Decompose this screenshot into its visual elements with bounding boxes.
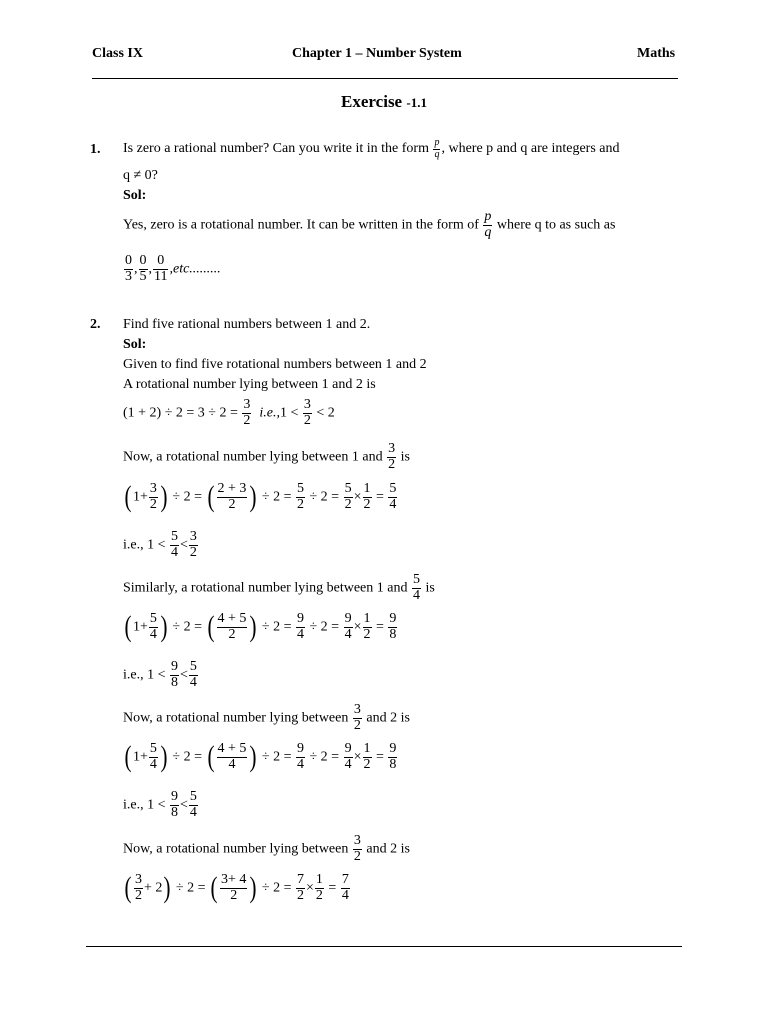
inequality-9-8: i.e., 1 < $\frac{9}{8}$ < $\frac{5}{4}$ <box>123 659 197 690</box>
statement-between-1-and-3-2: Now, a rotational number lying between 1 and $\frac{3}{2}$ is <box>123 441 410 472</box>
inequality-9-8-b: i.e., 1 < $\frac{9}{8}$ < $\frac{5}{4}$ <box>123 789 197 820</box>
solution-label-1: Sol: <box>123 188 147 203</box>
question-1-condition: q ≠ 0? <box>123 168 158 183</box>
exercise-title: Exercise -1.1 <box>341 92 427 111</box>
solution-label-2: Sol: <box>123 337 147 352</box>
solution-2-given: Given to find five rotational numbers between 1 and 2 <box>123 357 427 372</box>
equation-4: ( 1+ $\frac{5}{4}$ ) ÷ 2 = ( $\frac{4 + 5}{4}$ ) ÷ 2 = $\frac{9}{4}$ ÷ 2 = $\frac{9}{4}$ × $\frac{1}{2}$ = $\frac{9}{8}$ <box>124 740 397 774</box>
question-number-2: 2. <box>90 317 101 332</box>
zero-fraction-examples: $\frac{0}{3}$ , $\frac{0}{5}$ , $\frac{0}{11}$ ,etc......... <box>125 253 221 284</box>
statement-between-3-2-and-2-a: Now, a rotational number lying between $\frac{3}{2}$ and 2 is <box>123 702 410 733</box>
statement-between-3-2-and-2-b: Now, a rotational number lying between $\frac{3}{2}$ and 2 is <box>123 833 410 864</box>
equation-5: ( $\frac{3}{2}$ + 2) ÷ 2 = ( $\frac{3+ 4}{2}$ ) ÷ 2 = $\frac{7}{2}$ × $\frac{1}{2}$ = $\frac{7}{4}$ <box>124 871 349 905</box>
solution-2-line: A rotational number lying between 1 and 2 is <box>123 377 376 392</box>
answer-1-text: Yes, zero is a rotational number. It can be written in the form of $\frac{p}{q}$ where q to as such as <box>123 209 616 240</box>
header-subject: Maths <box>637 46 676 61</box>
equation-2: ( 1+ $\frac{3}{2}$ ) ÷ 2 = ( $\frac{2 + 3}{2}$ ) ÷ 2 = $\frac{5}{2}$ ÷ 2 = $\frac{5}{2}$ × $\frac{1}{2}$ = $\frac{5}{4}$ <box>124 480 397 514</box>
header-chapter: Chapter 1 – Number System <box>292 46 462 61</box>
question-1-text: Is zero a rational number? Can you write it in the form $\frac{p}{q}$ , where p and q are integers and <box>123 137 620 160</box>
footer-divider <box>86 946 682 947</box>
equation-1: (1 + 2) ÷ 2 = 3 ÷ 2 = $\frac{3}{2}$ i.e.,1 < $\frac{3}{2}$ < 2 <box>123 397 335 428</box>
equation-3: ( 1+ $\frac{5}{4}$ ) ÷ 2 = ( $\frac{4 + 5}{2}$ ) ÷ 2 = $\frac{9}{4}$ ÷ 2 = $\frac{9}{4}$ × $\frac{1}{2}$ = $\frac{9}{8}$ <box>124 610 397 644</box>
question-number-1: 1. <box>90 142 101 157</box>
header-class: Class IX <box>92 46 143 61</box>
question-2-text: Find five rational numbers between 1 and 2. <box>123 317 371 332</box>
statement-between-1-and-5-4: Similarly, a rotational number lying between 1 and $\frac{5}{4}$ is <box>123 572 435 603</box>
inequality-5-4: i.e., 1 < $\frac{5}{4}$ < $\frac{3}{2}$ <box>123 529 197 560</box>
header-divider <box>92 78 678 79</box>
